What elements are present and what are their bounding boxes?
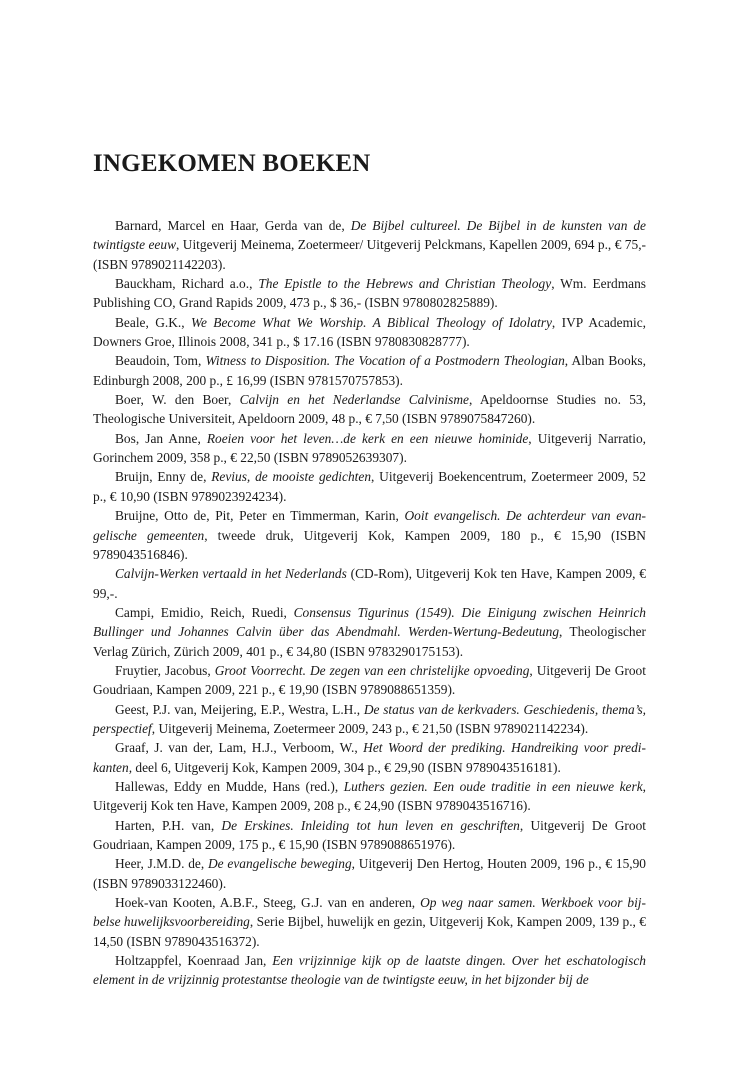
entry-title: Luthers gezien. Een oude traditie in een nieuwe kerk xyxy=(343,778,643,794)
entry-separator: , xyxy=(203,469,212,485)
book-entry xyxy=(93,429,646,468)
book-entry xyxy=(93,603,646,661)
page-title: INGEKOMEN BOEKEN xyxy=(93,150,371,177)
book-entry xyxy=(93,738,646,777)
entry-author: Bruijn, Enny de xyxy=(115,469,204,485)
entry-details: , Theologischer Verlag Zürich, Zürich 2009, 401 p., € 34,80 (ISBN 9783290175153). xyxy=(93,624,646,659)
entry-title: Ooit evangelisch. De achterdeur van evangelische gemeenten xyxy=(93,508,646,543)
entry-details: , Uitgeverij Boekencentrum, Zoetermeer 2009, 52 p., € 10,90 (ISBN 9789023924234). xyxy=(93,469,647,504)
entry-separator: , xyxy=(334,778,344,794)
entry-author: Harten, P.H. van xyxy=(115,817,211,833)
entry-separator: , xyxy=(181,314,192,330)
entry-author: Barnard, Marcel en Haar, Gerda van de xyxy=(115,218,342,233)
entry-details: , Uitgeverij Den Hertog, Houten 2009, 196 p., € 15,90 (ISBN 9789033122460). xyxy=(93,856,646,891)
entry-separator: , xyxy=(207,662,215,678)
book-entry xyxy=(93,661,646,700)
entry-title: The Epistle to the Hebrews and Christian Theology xyxy=(258,276,552,292)
entry-details: , Wm. Eerdmans Publishing CO, Grand Rapids 2009, 473 p., $ 36,- (ISBN 9780802825889). xyxy=(93,276,646,311)
entry-separator: , xyxy=(227,392,240,408)
book-entry xyxy=(93,390,646,429)
entry-title: De evangelische beweging xyxy=(208,856,352,872)
entry-author: Beale, G.K. xyxy=(115,314,182,330)
entry-details: , Apeldoornse Studies no. 53, Theologische Universiteit, Apeldoorn 2009, 48 p., € 7,50 (ISBN 9789075847260). xyxy=(93,392,646,427)
entry-separator: , xyxy=(249,276,259,292)
entry-title: Roeien voor het leven…de kerk en een nieuwe hominide xyxy=(206,430,529,446)
entry-title: Witness to Disposition. The Vocation of a Postmodern Theologian xyxy=(205,353,565,369)
entry-author: Fruytier, Jacobus xyxy=(115,662,208,678)
entry-author: Holtzappfel, Koenraad Jan xyxy=(115,953,264,969)
book-entry xyxy=(93,313,646,352)
entry-title: Op weg naar samen. Werkboek voor bijbelse huwelijksvoorbereiding xyxy=(93,895,646,930)
entry-author: Bruijne, Otto de, Pit, Peter en Timmerman, Karin xyxy=(115,508,396,524)
entry-separator: , xyxy=(210,817,222,833)
entry-title: Consensus Tigurinus (1549). Die Einigung zwischen Heinrich Bullinger und Johannes Calvin über das Abendmahl. Werden-Wertung-Bedeutung xyxy=(93,604,646,640)
entry-author: Hallewas, Eddy en Mudde, Hans (red.) xyxy=(115,778,335,794)
book-list xyxy=(93,216,646,990)
entry-details: , Uitgeverij Meinema, Zoetermeer/ Uitgeverij Pelckmans, Kapellen 2009, 694 p., € 75,- (ISBN 9789021142203). xyxy=(93,237,646,272)
book-entry xyxy=(93,351,646,390)
book-entry xyxy=(93,854,646,893)
entry-title: Het Woord der prediking. Handreiking voor predikanten, xyxy=(93,740,646,775)
entry-separator: , xyxy=(411,895,421,911)
entry-title: We Become What We Worship. A Biblical Theology of Idolatry xyxy=(191,314,552,330)
book-entry xyxy=(93,564,646,603)
book-entry xyxy=(93,467,646,506)
entry-author: Heer, J.M.D. de xyxy=(115,856,201,872)
book-entry xyxy=(93,274,646,313)
entry-author: Boer, W. den Boer xyxy=(115,392,228,408)
entry-author: Campi, Emidio, Reich, Ruedi xyxy=(115,604,284,620)
entry-details: , Uitgeverij De Groot Goudriaan, Kampen 2009, 221 p., € 19,90 (ISBN 9789088651359). xyxy=(93,662,646,698)
entry-separator: , xyxy=(200,856,208,872)
entry-details: deel 6, Uitgeverij Kok, Kampen 2009, 304 p., € 29,90 (ISBN 9789043516181). xyxy=(132,759,561,775)
entry-separator: , xyxy=(356,701,364,717)
entry-author: Bos, Jan Anne xyxy=(115,430,198,446)
entry-details: , Uitgeverij Meinema, Zoetermeer 2009, 243 p., € 21,50 (ISBN 9789021142234). xyxy=(151,720,589,736)
entry-details: , Alban Books, Edinburgh 2008, 200 p., £ 16,99 (ISBN 9781570757853). xyxy=(93,353,646,388)
entry-title: Revius, de mooiste gedichten xyxy=(211,469,372,485)
entry-details: , IVP Academic, Downers Groe, Illinois 2008, 341 p., $ 17.16 (ISBN 9780830828777). xyxy=(93,314,646,350)
entry-separator: , xyxy=(197,353,206,369)
entry-title: De Bijbel cultureel. De Bijbel in de kunsten van de twintigste eeuw xyxy=(93,218,646,253)
book-entry xyxy=(93,506,646,564)
entry-title: Calvijn-Werken vertaald in het Nederlands xyxy=(115,566,347,582)
entry-author: Bauckham, Richard a.o. xyxy=(115,276,250,292)
entry-details: , Uitgeverij De Groot Goudriaan, Kampen 2009, 175 p., € 15,90 (ISBN 9789088651976). xyxy=(93,817,646,852)
entry-details: , Uitgeverij Kok ten Have, Kampen 2009, 208 p., € 24,90 (ISBN 9789043516716). xyxy=(93,778,646,814)
entry-author: Beaudoin, Tom xyxy=(115,353,198,369)
entry-separator: , xyxy=(263,953,273,969)
entry-details: , Serie Bijbel, huwelijk en gezin, Uitgeverij Kok, Kampen 2009, 139 p., € 14,50 (ISBN 9789043516372). xyxy=(93,914,647,949)
book-entry xyxy=(93,777,646,816)
entry-author: Geest, P.J. van, Meijering, E.P., Westra, L.H. xyxy=(115,701,357,717)
entry-details: (CD-Rom), Uitgeverij Kok ten Have, Kampen 2009, € 99,-. xyxy=(93,566,646,601)
entry-title: Groot Voorrecht. De zegen van een christelijke opvoeding xyxy=(214,662,530,678)
entry-title: De Erskines. Inleiding tot hun leven en geschriften xyxy=(221,817,520,833)
entry-separator: , xyxy=(283,604,294,620)
book-entry xyxy=(93,893,646,951)
entry-title: Calvijn en het Nederlandse Calvinisme xyxy=(239,392,469,408)
entry-separator: , xyxy=(354,740,364,756)
book-entry xyxy=(93,700,646,739)
book-entry xyxy=(93,216,646,274)
entry-title: De status van de kerkvaders. Geschiedenis, thema’s, perspectief xyxy=(93,701,646,736)
book-entry xyxy=(93,951,646,990)
entry-title: Een vrijzinnige kijk op de laatste dingen. Over het eschatologisch element in de vrijzinnig protestantse theologie van de twintigste eeuw, in het bijzonder bij de xyxy=(93,953,646,988)
entry-details: , tweede druk, Uitgeverij Kok, Kampen 2009, 180 p., € 15,90 (ISBN 9789043516846). xyxy=(93,527,646,562)
entry-separator: , xyxy=(197,430,207,446)
book-entry xyxy=(93,816,646,855)
entry-separator: , xyxy=(341,218,351,233)
entry-author: Hoek-van Kooten, A.B.F., Steeg, G.J. van en anderen xyxy=(115,895,412,911)
entry-author: Graaf, J. van der, Lam, H.J., Verboom, W. xyxy=(115,740,355,756)
entry-details: , Uitgeverij Narratio, Gorinchem 2009, 358 p., € 22,50 (ISBN 9789052639307). xyxy=(93,430,647,466)
entry-separator: , xyxy=(395,508,405,524)
